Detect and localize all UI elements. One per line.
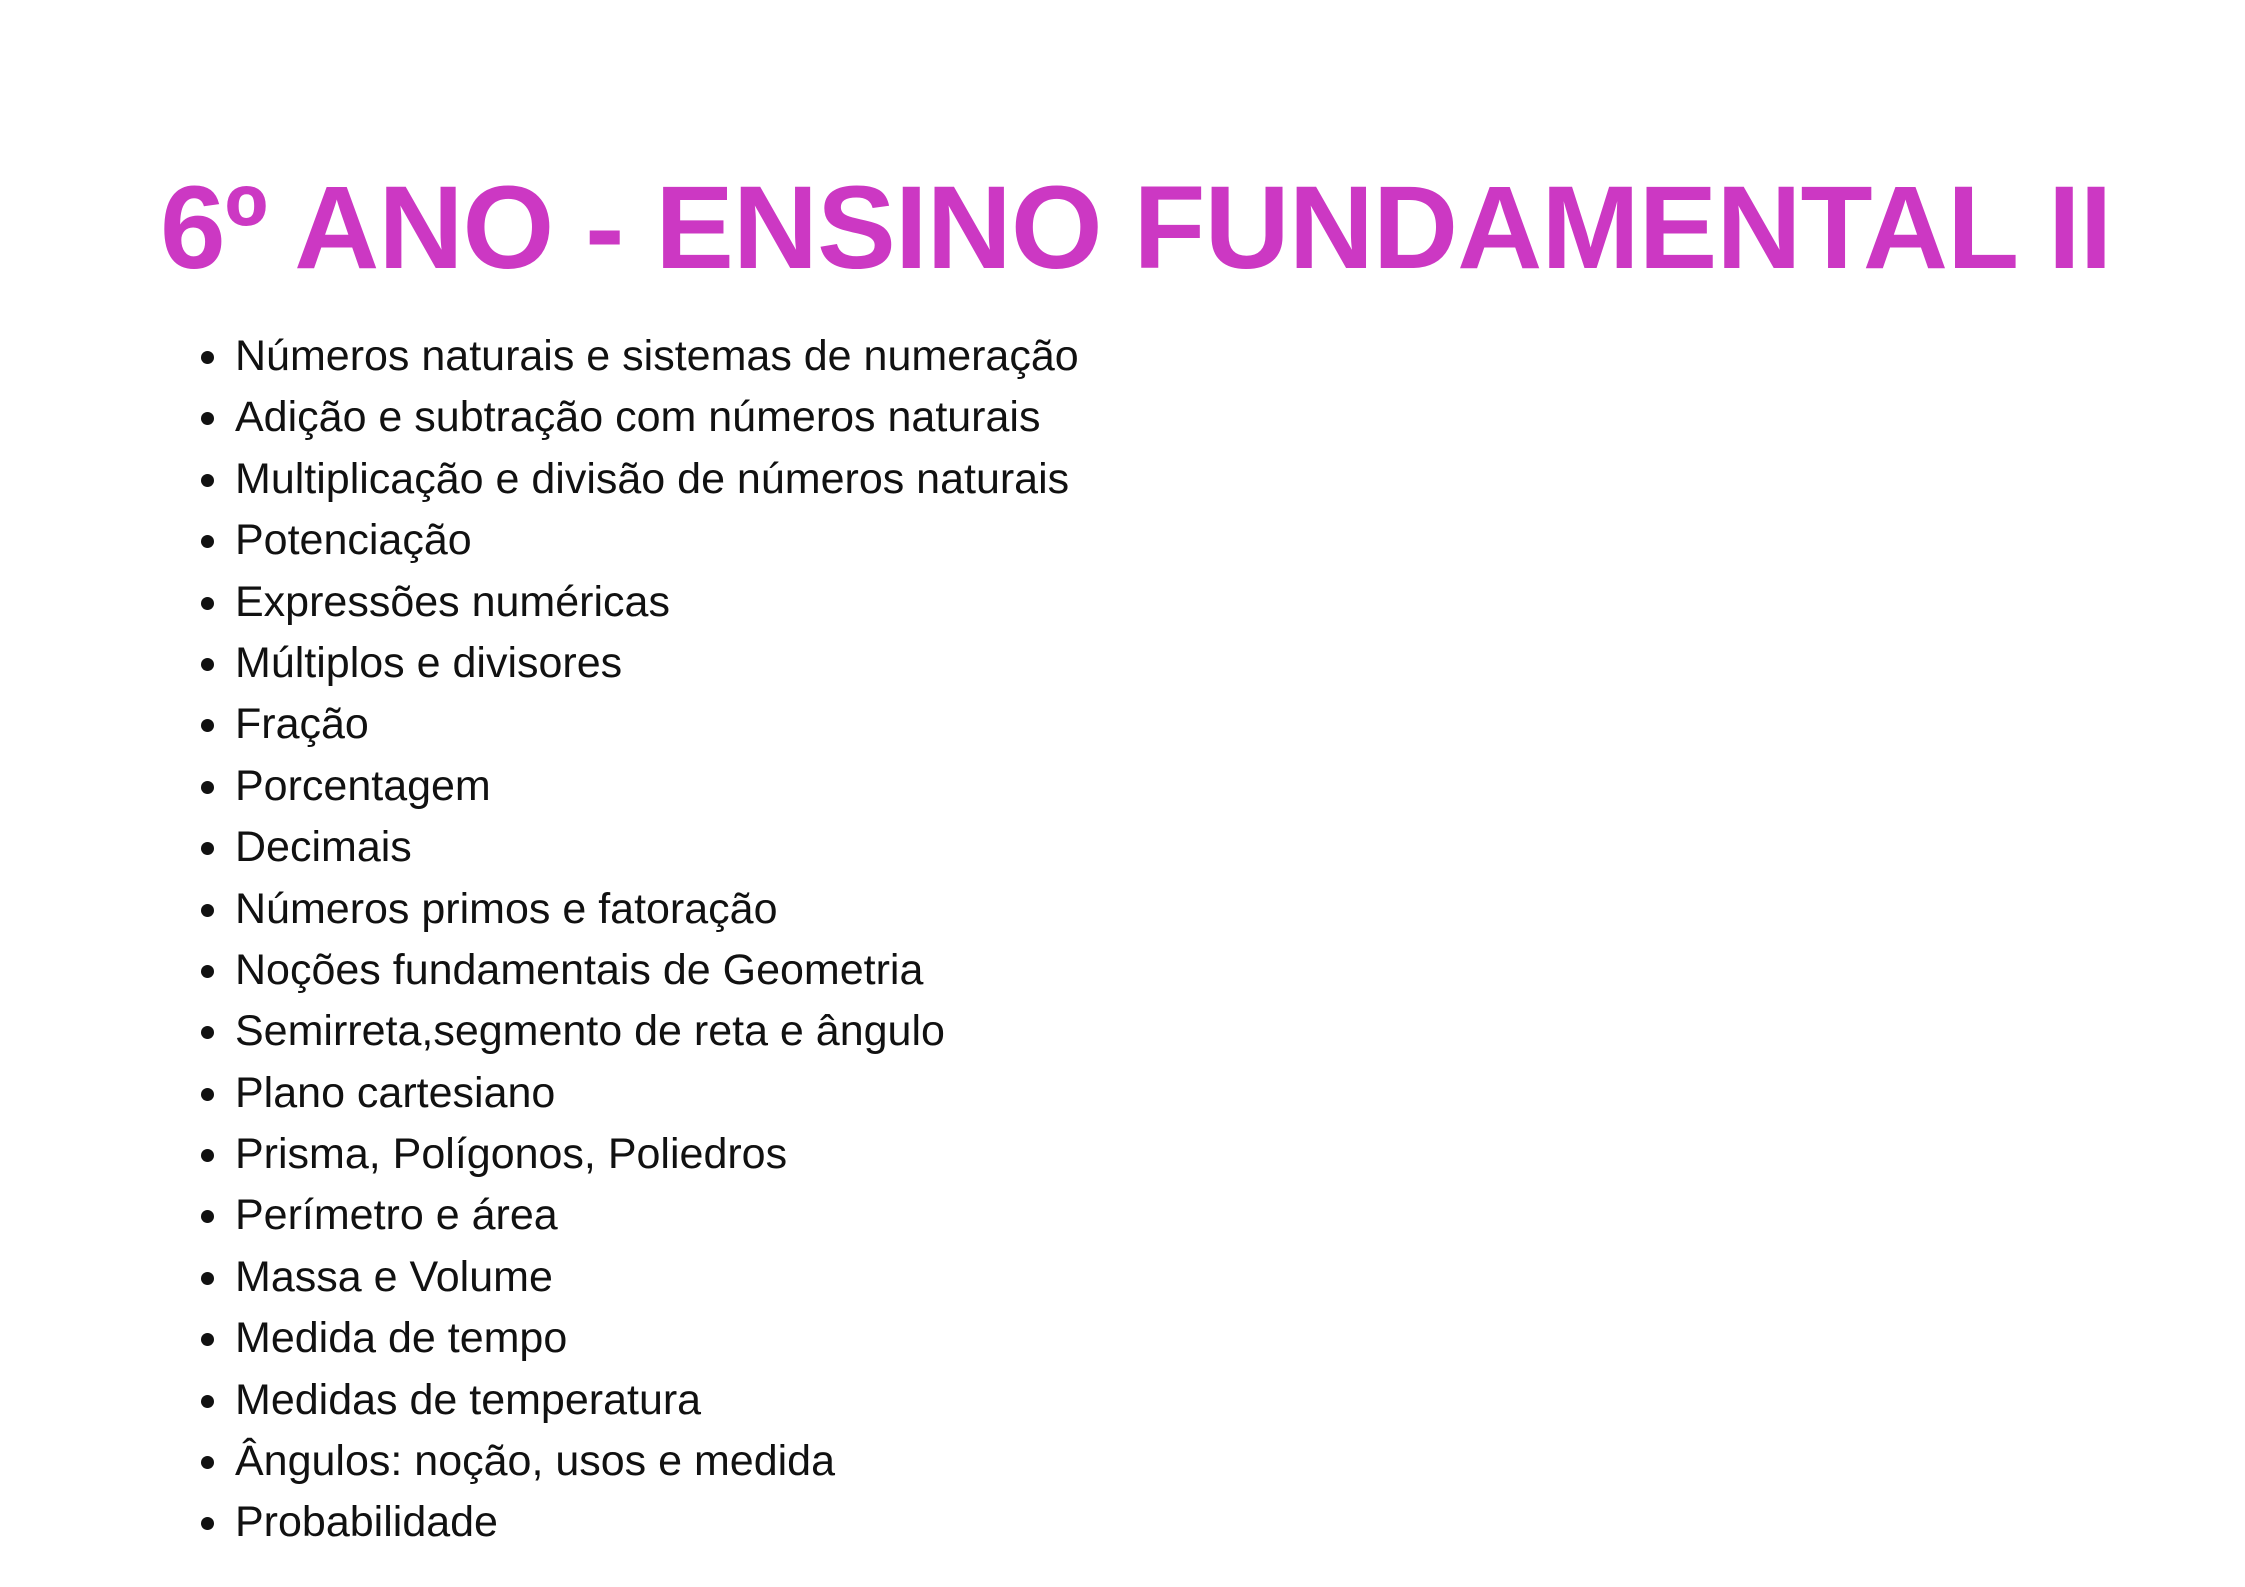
list-item [195, 633, 1079, 694]
topic-label: Múltiplos e divisores [235, 638, 623, 687]
topic-label: Expressões numéricas [235, 577, 670, 626]
topic-label: Medida de tempo [235, 1314, 568, 1363]
topic-label: Porcentagem [235, 761, 491, 810]
bullet-icon [201, 1272, 214, 1285]
topic-list [195, 326, 1079, 1554]
list-item [195, 1431, 1079, 1492]
list-item [195, 1124, 1079, 1185]
bullet-icon [201, 1026, 214, 1039]
bullet-icon [201, 412, 214, 425]
bullet-icon [201, 1395, 214, 1408]
bullet-icon [201, 1517, 214, 1530]
bullet-icon [201, 351, 214, 364]
topic-label: Multiplicação e divisão de números naturais [235, 454, 1070, 503]
list-item [195, 756, 1079, 817]
topic-label: Medidas de temperatura [235, 1375, 702, 1424]
bullet-icon [201, 658, 214, 671]
bullet-icon [201, 719, 214, 732]
topic-label: Decimais [235, 823, 412, 872]
bullet-icon [201, 1333, 214, 1346]
bullet-icon [201, 1088, 214, 1101]
list-item [195, 449, 1079, 510]
list-item [195, 326, 1079, 387]
topic-label: Números naturais e sistemas de numeração [235, 332, 1079, 380]
list-item [195, 879, 1079, 940]
topic-label: Perímetro e área [235, 1191, 558, 1240]
bullet-icon [201, 904, 214, 917]
list-item [195, 1492, 1079, 1553]
list-item [195, 1063, 1079, 1124]
bullet-icon [201, 1210, 214, 1223]
bullet-icon [201, 597, 214, 610]
list-item [195, 1370, 1079, 1431]
list-item [195, 1001, 1079, 1062]
topic-label: Semirreta,segmento de reta e ângulo [235, 1007, 945, 1056]
topic-label: Números primos e fatoração [235, 884, 778, 933]
topic-label: Ângulos: noção, usos e medida [235, 1437, 836, 1486]
topic-label: Massa e Volume [235, 1252, 553, 1301]
topic-label: Fração [235, 700, 369, 749]
topic-label: Plano cartesiano [235, 1068, 556, 1117]
list-item [195, 387, 1079, 448]
topic-label: Noções fundamentais de Geometria [235, 945, 924, 994]
bullet-icon [201, 474, 214, 487]
list-item [195, 510, 1079, 571]
bullet-icon [201, 842, 214, 855]
list-item [195, 1247, 1079, 1308]
list-item [195, 817, 1079, 878]
topic-label: Probabilidade [235, 1498, 498, 1547]
list-item [195, 940, 1079, 1001]
topic-label: Prisma, Polígonos, Poliedros [235, 1130, 788, 1179]
bullet-icon [201, 781, 214, 794]
bullet-icon [201, 1456, 214, 1469]
list-item [195, 694, 1079, 755]
list-item [195, 1185, 1079, 1246]
topic-label: Adição e subtração com números naturais [235, 393, 1041, 442]
page-title: 6º ANO - ENSINO FUNDAMENTAL II [160, 162, 2112, 294]
list-item [195, 572, 1079, 633]
bullet-icon [201, 535, 214, 548]
bullet-icon [201, 965, 214, 978]
bullet-icon [201, 1149, 214, 1162]
topic-label: Potenciação [235, 516, 472, 565]
list-item [195, 1308, 1079, 1369]
